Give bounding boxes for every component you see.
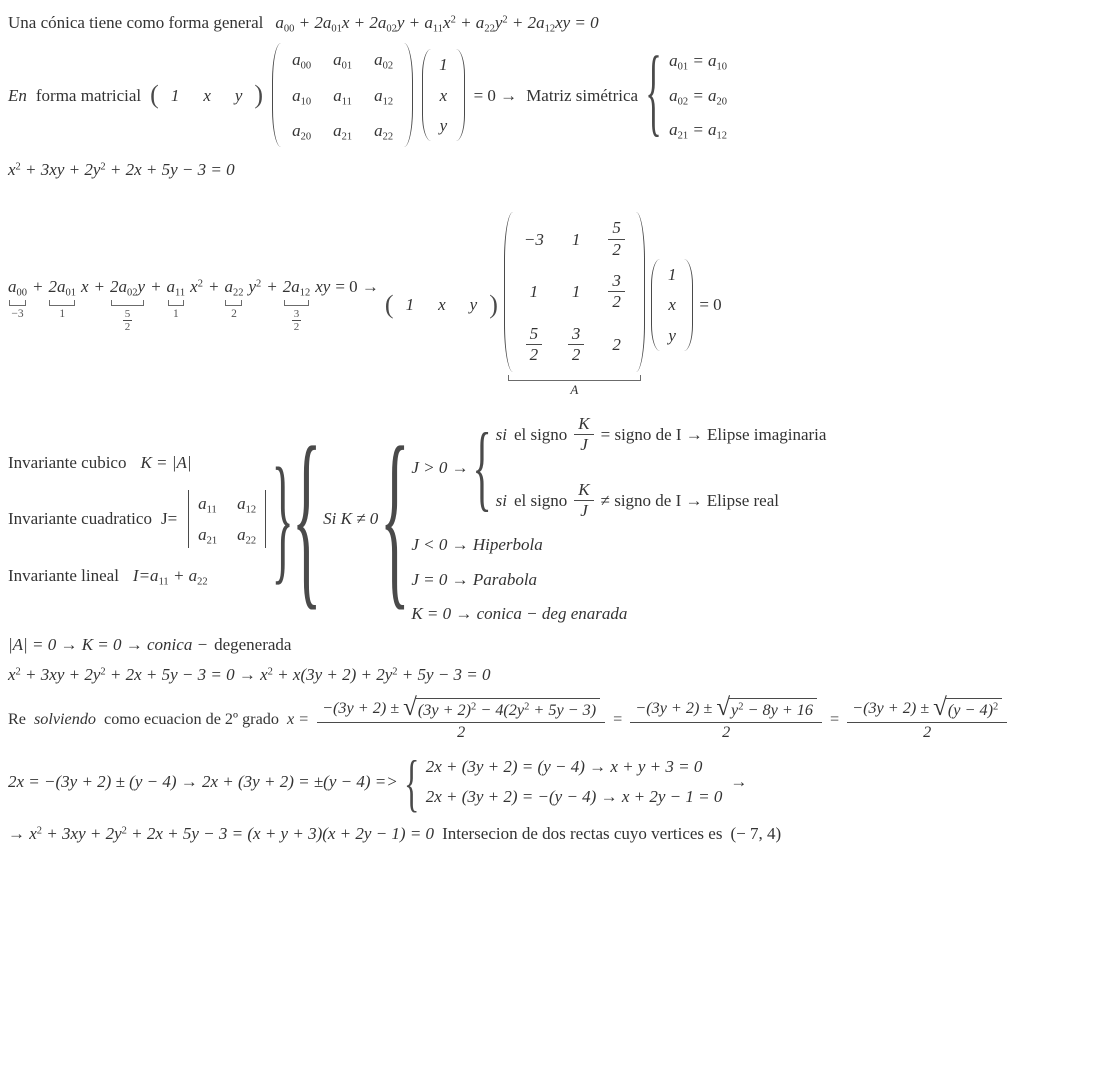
plus-op: + <box>150 277 162 297</box>
term-tail: xy <box>315 277 331 297</box>
ellipse-cases-brace-icon: { <box>472 412 492 521</box>
si-word: si <box>495 490 507 510</box>
vector-right-paren-icon <box>455 49 465 141</box>
case-ellipse-imaginary <box>496 414 827 456</box>
general-form-equation: $a_{00} + 2a_{01}x + 2a_{02}y + a_{11}x^2 + a_{22}y^2 + 2a_{12}xy = 0$ <box>275 13 599 35</box>
row-vector-item: 1 <box>170 85 180 105</box>
matrix-cell: $a_{21}$ <box>333 120 353 143</box>
symmetric-equations <box>669 50 727 140</box>
det-cell: $a_{11}$ <box>198 494 217 516</box>
matrix-cell: 1 <box>571 229 581 249</box>
split-brace-icon: { <box>404 745 420 818</box>
case-head: J > 0 → <box>411 458 469 477</box>
arrow: → <box>730 771 748 791</box>
symmetric-label: Matriz simétrica <box>526 85 639 105</box>
underbrace-icon <box>49 300 75 306</box>
symmetric-eq: $a_{02} = a_{20}$ <box>669 85 728 107</box>
vector-left-paren-icon <box>422 49 432 141</box>
intro-line <box>8 12 1118 33</box>
split-cases <box>426 756 723 808</box>
plus-op: + <box>207 277 220 297</box>
conic-equation: $x^2 + 3xy + 2y^2 + 2x + 5y - 3 = 0$ <box>8 160 235 179</box>
invariant-formula: J= <box>160 509 178 529</box>
substitution-line <box>8 212 1118 398</box>
row-vector-2 <box>385 292 498 318</box>
term-expr: $a_{00}$ <box>8 277 27 299</box>
intro-text: Una cónica tiene como forma general <box>8 13 264 32</box>
left-paren-icon: ( <box>150 80 159 110</box>
case-text: = signo de I → Elipse imaginaria <box>600 425 827 445</box>
matrix-cell: $a_{11}$ <box>333 85 352 107</box>
fraction-3 <box>847 693 1007 743</box>
radical-icon: √ <box>716 693 731 721</box>
factored-equation: $x^2 + 3xy + 2y^2 + 2x + 5y - 3 = 0 \to x^2 + x(3y + 2) + 2y^2 + 5y - 3 = 0$ <box>8 665 491 685</box>
term-value: $\frac{5}{2}$ <box>124 307 131 334</box>
symmetric-eq: $a_{21} = a_{12}$ <box>669 119 728 142</box>
term-value: −3 <box>11 307 24 320</box>
det-cell: $a_{12}$ <box>237 494 257 516</box>
equals-sign: = <box>613 709 623 728</box>
degenerate-line <box>8 634 1118 655</box>
resolviendo-text: como ecuacion de 2º grado <box>104 709 279 728</box>
split-main: 2x = −(3y + 2) ± (y − 4) → 2x + (3y + 2) = ±(y − 4) => <box>8 771 398 791</box>
denominator: 2 <box>457 723 466 742</box>
matrix-cell: $a_{00}$ <box>292 50 312 72</box>
plus-op: + <box>32 277 44 297</box>
radical-icon: √ <box>933 693 947 721</box>
numeric-matrix <box>504 212 645 371</box>
matrix-cell: $a_{02}$ <box>374 50 394 72</box>
conclusion-line <box>8 823 1118 844</box>
invariant-linear <box>8 565 268 586</box>
row-vector-item: y <box>234 85 243 105</box>
equals-zero: = 0 <box>699 295 722 315</box>
matrix-A-group <box>504 212 645 398</box>
matrix-cell-fraction: 5 2 <box>608 218 625 260</box>
solviendo-word: solviendo <box>33 709 97 728</box>
case-hyperbola: J < 0 → Hiperbola <box>411 535 543 555</box>
matrix-cell: 1 <box>571 282 581 302</box>
coefficient-matrix-grid <box>282 43 403 147</box>
vector-cell: y <box>439 115 448 135</box>
row-vector-item: 1 <box>405 295 415 315</box>
radicand: $(3y + 2)^2 - 4(2y^2 + 5y - 3)$ <box>415 698 600 720</box>
column-vector <box>422 49 465 141</box>
numerator-pre: −(3y + 2) ± <box>852 698 930 717</box>
condition-open-brace-icon: { <box>291 410 322 628</box>
vector-cell: x <box>668 295 676 315</box>
quadratic-solution-line <box>8 693 1118 743</box>
invariant-label: Invariante cubico <box>8 453 127 472</box>
matrix-label: A <box>570 381 579 397</box>
symmetric-eq: $a_{01} = a_{10}$ <box>669 51 728 73</box>
invariant-cubic <box>8 452 268 473</box>
matrix-cell-fraction: 5 2 <box>526 324 543 366</box>
matrix-left-paren-icon <box>504 212 514 371</box>
matrix-cell: $a_{22}$ <box>374 120 394 143</box>
term-expr: $a_{22}$ <box>224 277 244 299</box>
conclusion-math: → $x^2 + 3xy + 2y^2 + 2x + 5y - 3 = (x + y + 3)(x + 2y - 1) = 0$ <box>8 823 435 843</box>
radicand: $y^2 - 8y + 16$ <box>728 698 817 720</box>
conclusion-text: Intersecion de dos rectas cuyo vertices es <box>442 823 723 843</box>
linear-split-line <box>8 745 1118 818</box>
case-parabola: J = 0 → Parabola <box>411 569 538 589</box>
term-2a01 <box>48 276 76 320</box>
matrix-cell: 1 <box>529 282 539 302</box>
matrix-cell: $a_{20}$ <box>292 120 312 143</box>
matrix-left-paren-icon <box>272 43 282 147</box>
determinant <box>188 490 266 548</box>
row-vector-item: y <box>469 295 478 315</box>
underbrace-icon <box>284 300 310 306</box>
underbrace-icon <box>9 300 26 306</box>
matrix-cell-fraction: 3 2 <box>608 271 625 313</box>
numerator-pre: −(3y + 2) ± <box>635 698 713 717</box>
equals-sign: = <box>830 709 840 728</box>
vector-right-paren-icon <box>683 259 693 351</box>
degenerate-text: degenerada <box>214 635 292 655</box>
cases-list <box>411 414 826 624</box>
vector-cell: 1 <box>667 265 677 285</box>
re-word: Re <box>8 709 26 728</box>
radicand: $(y - 4)^2$ <box>945 698 1002 720</box>
term-expr: $2a_{01}$ <box>48 277 76 299</box>
fraction-1 <box>317 693 605 743</box>
matrix-equals: = 0 → <box>473 85 518 105</box>
matrix-cell-fraction: 3 2 <box>568 324 585 366</box>
cases-open-brace-icon: { <box>379 410 410 628</box>
left-paren-icon: ( <box>384 290 394 320</box>
radical-icon: √ <box>403 693 417 721</box>
plus-op: + <box>266 277 278 297</box>
underbrace-icon <box>168 300 185 306</box>
row-vector-item: x <box>203 85 211 105</box>
matrix-form-text: forma matricial <box>35 85 142 105</box>
vector-cell: 1 <box>439 55 448 75</box>
case-line-2: 2x + (3y + 2) = −(y − 4) → x + 2y − 1 = 0 <box>425 787 723 807</box>
right-paren-icon: ) <box>254 80 264 110</box>
x-equals: x = <box>286 709 310 728</box>
matrix-cell: 2 <box>612 335 621 355</box>
kj-fraction: $\frac{K}{J}$ <box>574 414 593 456</box>
matrix-right-paren-icon <box>635 212 645 371</box>
degenerate-math: |A| = 0 → K = 0 → conica − <box>8 635 209 655</box>
column-vector-grid <box>432 49 455 141</box>
denominator: 2 <box>722 723 731 742</box>
coefficient-matrix <box>272 43 413 147</box>
case-degenerate: K = 0 → conica − deg enarada <box>411 603 628 623</box>
matrix-cell: −3 <box>523 229 544 249</box>
term-value: 1 <box>172 307 179 320</box>
case-ellipse-real <box>496 480 827 522</box>
term-expr: $2a_{02}y$ <box>110 277 146 299</box>
term-2a02y <box>110 276 145 334</box>
matrix-cell: $a_{12}$ <box>374 85 394 107</box>
term-value: $\frac{3}{2}$ <box>293 307 300 334</box>
fraction-2 <box>630 693 822 743</box>
term-a11 <box>167 276 186 320</box>
substitution-equals: = 0 → <box>335 277 379 297</box>
invariant-formula: $I=a_{11} + a_{22}$ <box>132 565 208 588</box>
invariants-line <box>8 410 1118 628</box>
numeric-matrix-grid <box>514 212 635 371</box>
symmetric-brace-icon: { <box>645 40 662 148</box>
term-value: 2 <box>231 307 237 320</box>
row-vector-item: x <box>438 295 446 315</box>
denominator: 2 <box>923 723 932 742</box>
term-value: 1 <box>59 307 66 320</box>
sqrt-2 <box>716 693 817 721</box>
invariants-close-brace-icon: } <box>271 438 294 597</box>
invariants-list <box>8 452 268 586</box>
det-cell: $a_{22}$ <box>237 524 257 546</box>
si-word: si <box>495 425 507 445</box>
term-a22 <box>224 276 243 320</box>
underbrace-icon <box>111 300 144 306</box>
vector-left-paren-icon <box>651 259 661 351</box>
invariant-quadratic <box>8 490 268 548</box>
sqrt-1 <box>403 693 600 721</box>
term-tail: $x^2$ <box>190 277 203 297</box>
term-a00 <box>8 276 27 320</box>
matrix-form-line <box>8 40 1118 148</box>
case-text: ≠ signo de I → Elipse real <box>600 490 779 510</box>
factored-line <box>8 664 1118 685</box>
invariant-label: Invariante lineal <box>8 565 119 585</box>
condition-text: Si K ≠ 0 <box>323 509 379 529</box>
case-text: el signo <box>513 425 568 445</box>
numerator-pre: −(3y + 2) ± <box>322 698 400 717</box>
term-tail: $y^2$ <box>248 277 262 297</box>
column-vector-2 <box>651 259 694 351</box>
case-j-positive <box>411 414 826 522</box>
kj-fraction: K J <box>574 480 593 522</box>
vector-cell: y <box>668 325 676 345</box>
term-expr: $2a_{12}$ <box>282 277 311 299</box>
case-line-1: 2x + (3y + 2) = (y − 4) → x + y + 3 = 0 <box>425 756 703 776</box>
matrix-underbrace-icon <box>508 375 641 381</box>
ellipse-cases <box>496 414 827 522</box>
sqrt-3 <box>933 693 1002 721</box>
term-tail: x <box>80 277 89 297</box>
underbrace-icon <box>225 300 242 306</box>
invariant-formula: K = |A| <box>140 453 192 472</box>
term-2a12 <box>283 276 311 334</box>
en-word: En <box>8 85 27 105</box>
conic-equation-line <box>8 159 1118 180</box>
det-cell: $a_{21}$ <box>198 524 218 546</box>
labeled-terms <box>8 276 379 334</box>
matrix-right-paren-icon <box>403 43 413 147</box>
plus-op: + <box>93 277 106 297</box>
vertex-point: (− 7, 4) <box>730 823 782 843</box>
row-vector <box>150 82 263 108</box>
matrix-cell: $a_{01}$ <box>333 50 353 72</box>
vector-cell: x <box>439 85 448 105</box>
matrix-cell: $a_{10}$ <box>292 85 312 107</box>
term-expr: $a_{11}$ <box>166 277 186 299</box>
case-text: el signo <box>513 490 568 510</box>
column-vector-grid <box>661 259 684 351</box>
right-paren-icon: ) <box>489 290 498 320</box>
invariant-label: Invariante cuadratico <box>8 509 152 529</box>
